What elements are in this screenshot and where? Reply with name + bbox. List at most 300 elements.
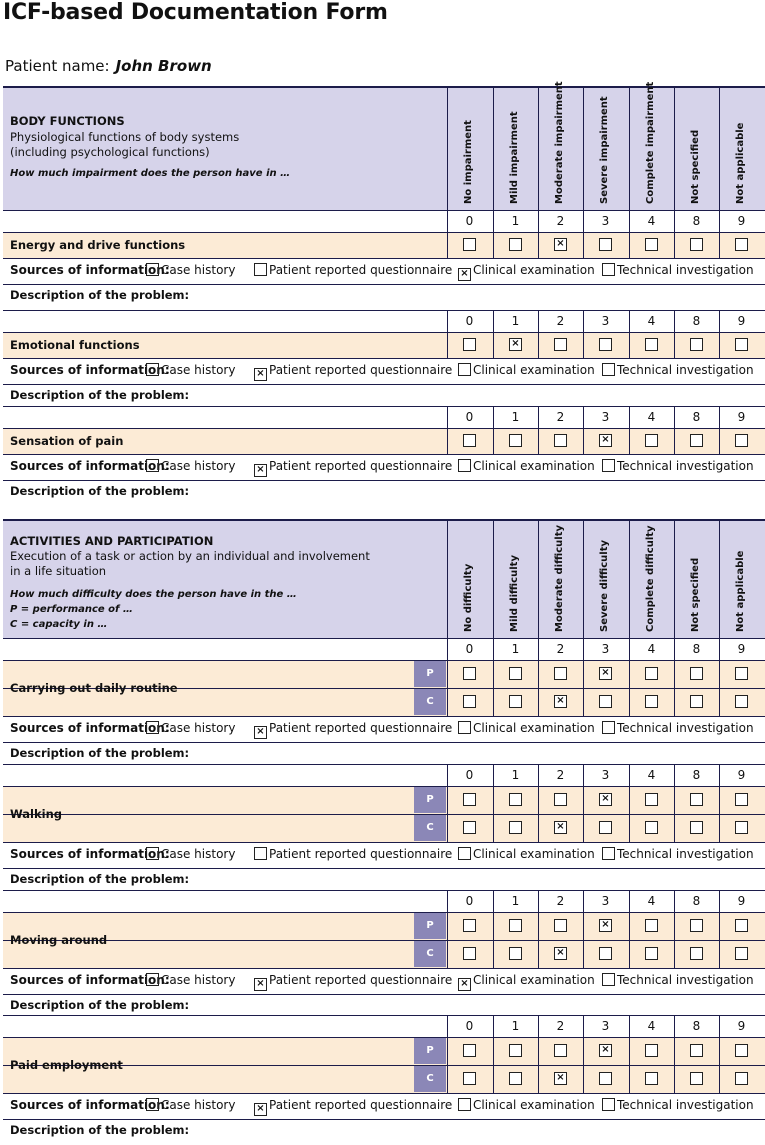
source-checkbox[interactable]: × [458, 978, 471, 991]
column-divider [493, 232, 494, 258]
performance-checkbox[interactable] [645, 1044, 658, 1057]
source-option[interactable] [458, 1098, 595, 1112]
source-option[interactable] [146, 847, 235, 861]
performance-checkbox[interactable] [690, 919, 703, 932]
source-checkbox[interactable] [254, 263, 267, 276]
column-divider [629, 310, 630, 332]
scale-number: 3 [601, 768, 610, 782]
scale-label: No difficulty [463, 563, 474, 632]
scale-number: 4 [647, 214, 656, 228]
source-option[interactable] [602, 263, 754, 277]
column-divider [447, 912, 448, 968]
column-divider [719, 428, 720, 454]
column-divider [674, 310, 675, 332]
performance-checkbox[interactable]: × [599, 919, 612, 932]
performance-checkbox[interactable] [554, 919, 567, 932]
column-divider [493, 660, 494, 716]
capacity-checkbox[interactable]: × [554, 695, 567, 708]
source-option[interactable] [458, 973, 595, 991]
source-checkbox[interactable] [146, 263, 159, 276]
column-divider [719, 310, 720, 332]
performance-checkbox[interactable] [735, 1044, 748, 1057]
source-option-label: Case history [161, 1098, 236, 1112]
source-option-label: Technical investigation [617, 973, 754, 987]
row-split-line [3, 814, 765, 815]
column-divider [674, 232, 675, 258]
source-option-label: Case history [161, 459, 236, 473]
column-divider [719, 638, 720, 660]
description-of-problem: Description of the problem: [10, 1123, 190, 1137]
capacity-checkbox[interactable]: × [554, 821, 567, 834]
source-checkbox[interactable] [146, 459, 159, 472]
column-divider [674, 912, 675, 968]
source-option[interactable] [254, 847, 452, 861]
capacity-checkbox[interactable] [509, 695, 522, 708]
source-option-label: Technical investigation [617, 1098, 754, 1112]
rating-checkbox[interactable] [463, 338, 476, 351]
source-checkbox[interactable]: × [254, 978, 267, 991]
source-checkbox[interactable] [458, 847, 471, 860]
rule-line [3, 232, 765, 233]
rule-line [3, 1037, 765, 1038]
capacity-checkbox[interactable] [509, 947, 522, 960]
capacity-checkbox[interactable] [599, 695, 612, 708]
source-option[interactable] [458, 721, 595, 735]
scale-number: 2 [556, 410, 565, 424]
scale-number: 9 [737, 214, 746, 228]
rating-checkbox[interactable] [690, 434, 703, 447]
rating-checkbox[interactable] [463, 238, 476, 251]
column-divider [674, 519, 675, 638]
performance-checkbox[interactable] [645, 793, 658, 806]
capacity-checkbox[interactable]: × [554, 1072, 567, 1085]
performance-checkbox[interactable] [735, 793, 748, 806]
sources-of-information [10, 459, 765, 477]
source-option-label: Technical investigation [617, 847, 754, 861]
rating-checkbox[interactable] [599, 338, 612, 351]
scale-number: 0 [465, 314, 474, 328]
column-divider [447, 428, 448, 454]
source-option[interactable] [602, 1098, 754, 1112]
performance-checkbox[interactable] [645, 667, 658, 680]
column-divider [493, 890, 494, 912]
capacity-checkbox[interactable] [463, 947, 476, 960]
rule-line [3, 968, 765, 969]
capacity-checkbox[interactable] [599, 821, 612, 834]
sources-of-information [10, 263, 765, 281]
column-divider [674, 210, 675, 232]
rating-checkbox[interactable] [690, 338, 703, 351]
source-option[interactable] [146, 973, 235, 987]
source-checkbox[interactable] [146, 363, 159, 376]
source-checkbox[interactable]: × [458, 268, 471, 281]
source-option[interactable] [458, 263, 595, 281]
scale-number: 3 [601, 410, 610, 424]
performance-tag: P [414, 661, 446, 687]
performance-tag: P [414, 913, 446, 939]
capacity-checkbox[interactable] [509, 821, 522, 834]
source-checkbox[interactable] [254, 847, 267, 860]
description-of-problem: Description of the problem: [10, 288, 190, 302]
source-option[interactable] [254, 363, 452, 381]
scale-label: Severe difficulty [599, 540, 610, 632]
column-divider [719, 519, 720, 638]
capacity-checkbox[interactable] [463, 821, 476, 834]
column-divider [447, 1015, 448, 1037]
column-divider [538, 912, 539, 968]
performance-checkbox[interactable] [554, 1044, 567, 1057]
scale-number: 9 [737, 768, 746, 782]
section-description: in a life situation [10, 564, 107, 578]
source-option[interactable] [602, 459, 754, 473]
column-divider [447, 310, 448, 332]
column-divider [629, 1015, 630, 1037]
performance-checkbox[interactable]: × [599, 1044, 612, 1057]
source-option[interactable] [458, 459, 595, 473]
rating-checkbox[interactable] [645, 238, 658, 251]
source-option-label: Case history [161, 973, 236, 987]
source-checkbox[interactable] [458, 1098, 471, 1111]
source-option-label: Technical investigation [617, 459, 754, 473]
column-divider [538, 310, 539, 332]
source-checkbox[interactable]: × [254, 1103, 267, 1116]
source-option[interactable] [146, 363, 235, 377]
column-divider [538, 428, 539, 454]
capacity-tag: C [414, 941, 446, 967]
column-divider [538, 890, 539, 912]
rule-line [3, 406, 765, 407]
performance-checkbox[interactable] [463, 919, 476, 932]
source-option[interactable] [602, 721, 754, 735]
rule-line [3, 716, 765, 717]
column-divider [583, 86, 584, 210]
column-divider [719, 660, 720, 716]
scale-label: Moderate impairment [554, 81, 565, 204]
rule-line [3, 480, 765, 481]
source-checkbox[interactable] [602, 459, 615, 472]
column-divider [629, 406, 630, 428]
source-checkbox[interactable] [602, 263, 615, 276]
capacity-checkbox[interactable] [645, 947, 658, 960]
performance-checkbox[interactable] [463, 793, 476, 806]
column-divider [538, 786, 539, 842]
source-checkbox[interactable] [602, 363, 615, 376]
rule-line [3, 1119, 765, 1120]
capacity-checkbox[interactable] [735, 695, 748, 708]
source-checkbox[interactable] [146, 847, 159, 860]
source-checkbox[interactable] [602, 847, 615, 860]
source-option[interactable] [602, 973, 754, 987]
column-divider [493, 428, 494, 454]
capacity-checkbox[interactable] [690, 1072, 703, 1085]
column-divider [493, 912, 494, 968]
column-divider [674, 786, 675, 842]
source-option-label: Patient reported questionnaire [269, 847, 453, 861]
source-option-label: Clinical examination [473, 263, 595, 277]
performance-checkbox[interactable]: × [599, 793, 612, 806]
capacity-checkbox[interactable] [690, 947, 703, 960]
rating-checkbox[interactable] [735, 434, 748, 447]
scale-number: 1 [511, 410, 520, 424]
source-option[interactable] [146, 459, 235, 473]
column-divider [493, 1037, 494, 1093]
source-checkbox[interactable] [458, 363, 471, 376]
source-checkbox[interactable]: × [254, 726, 267, 739]
capacity-checkbox[interactable] [645, 821, 658, 834]
scale-number: 1 [511, 1019, 520, 1033]
activities-section [3, 519, 765, 1145]
source-option-label: Case history [161, 363, 236, 377]
item-label: Carrying out daily routine [10, 681, 178, 695]
source-option-label: Clinical examination [473, 721, 595, 735]
rule-line [3, 384, 765, 385]
column-divider [719, 86, 720, 210]
column-divider [493, 786, 494, 842]
column-divider [674, 764, 675, 786]
source-option[interactable] [602, 363, 754, 377]
performance-tag: P [414, 787, 446, 813]
capacity-checkbox[interactable] [509, 1072, 522, 1085]
rating-checkbox[interactable] [554, 338, 567, 351]
source-checkbox[interactable]: × [254, 464, 267, 477]
rule-line [3, 868, 765, 869]
performance-checkbox[interactable] [645, 919, 658, 932]
rule-line [3, 842, 765, 843]
sources-of-information [10, 973, 765, 991]
column-divider [719, 1037, 720, 1093]
source-option-label: Patient reported questionnaire [269, 363, 453, 377]
section-question: How much difficulty does the person have in the … [10, 589, 297, 600]
source-checkbox[interactable] [146, 973, 159, 986]
column-divider [719, 912, 720, 968]
column-divider [583, 890, 584, 912]
source-checkbox[interactable] [146, 1098, 159, 1111]
column-divider [629, 890, 630, 912]
sources-label: Sources of information: [10, 1098, 170, 1112]
performance-checkbox[interactable] [690, 793, 703, 806]
column-divider [538, 660, 539, 716]
performance-checkbox[interactable] [554, 667, 567, 680]
column-divider [538, 86, 539, 210]
scale-number: 8 [692, 642, 701, 656]
capacity-checkbox[interactable] [645, 1072, 658, 1085]
column-divider [447, 232, 448, 258]
column-divider [719, 332, 720, 358]
column-divider [674, 86, 675, 210]
performance-checkbox[interactable] [509, 667, 522, 680]
capacity-checkbox[interactable] [735, 821, 748, 834]
scale-number: 4 [647, 1019, 656, 1033]
scale-number: 4 [647, 642, 656, 656]
rating-checkbox[interactable] [690, 238, 703, 251]
scale-number: 1 [511, 642, 520, 656]
scale-number: 9 [737, 642, 746, 656]
source-checkbox[interactable] [146, 721, 159, 734]
scale-number: 3 [601, 894, 610, 908]
column-divider [493, 86, 494, 210]
capacity-checkbox[interactable] [690, 821, 703, 834]
performance-checkbox[interactable] [463, 667, 476, 680]
item-label: Moving around [10, 933, 108, 947]
source-option-label: Case history [161, 263, 236, 277]
rating-checkbox[interactable] [554, 434, 567, 447]
description-of-problem: Description of the problem: [10, 484, 190, 498]
source-checkbox[interactable] [602, 721, 615, 734]
column-divider [583, 332, 584, 358]
rule-line [3, 912, 765, 913]
source-option-label: Patient reported questionnaire [269, 459, 453, 473]
rating-checkbox[interactable]: × [509, 338, 522, 351]
column-divider [447, 660, 448, 716]
scale-number: 8 [692, 1019, 701, 1033]
performance-checkbox[interactable] [509, 793, 522, 806]
performance-checkbox[interactable]: × [599, 667, 612, 680]
column-divider [629, 86, 630, 210]
source-option[interactable] [254, 263, 452, 277]
patient-line [5, 57, 212, 75]
performance-checkbox[interactable] [509, 919, 522, 932]
source-option[interactable] [254, 973, 452, 991]
source-option[interactable] [146, 263, 235, 277]
performance-checkbox[interactable] [690, 1044, 703, 1057]
description-of-problem: Description of the problem: [10, 746, 190, 760]
rating-checkbox[interactable] [735, 338, 748, 351]
source-option-label: Clinical examination [473, 459, 595, 473]
column-divider [629, 519, 630, 638]
performance-definition: P = performance of … [10, 604, 133, 615]
rule-line [3, 742, 765, 743]
scale-number: 8 [692, 410, 701, 424]
scale-number: 0 [465, 214, 474, 228]
scale-number: 1 [511, 314, 520, 328]
column-divider [583, 519, 584, 638]
scale-number: 3 [601, 642, 610, 656]
capacity-checkbox[interactable] [599, 1072, 612, 1085]
rating-checkbox[interactable]: × [554, 238, 567, 251]
scale-label: Mild impairment [509, 111, 520, 204]
capacity-definition: C = capacity in … [10, 619, 108, 630]
item-label: Walking [10, 807, 62, 821]
column-divider [583, 660, 584, 716]
source-checkbox[interactable] [458, 459, 471, 472]
scale-number: 1 [511, 768, 520, 782]
performance-checkbox[interactable] [509, 1044, 522, 1057]
column-divider [447, 764, 448, 786]
capacity-checkbox[interactable] [690, 695, 703, 708]
source-option-label: Clinical examination [473, 847, 595, 861]
rule-line [3, 454, 765, 455]
rating-checkbox[interactable] [463, 434, 476, 447]
rating-checkbox[interactable] [509, 434, 522, 447]
source-option[interactable] [602, 847, 754, 861]
column-divider [493, 764, 494, 786]
section-top-rule [3, 519, 765, 521]
column-divider [583, 764, 584, 786]
source-option[interactable] [146, 721, 235, 735]
capacity-checkbox[interactable] [463, 695, 476, 708]
capacity-checkbox[interactable]: × [554, 947, 567, 960]
column-divider [583, 406, 584, 428]
rating-checkbox[interactable] [735, 238, 748, 251]
source-checkbox[interactable]: × [254, 368, 267, 381]
column-divider [674, 1037, 675, 1093]
column-divider [719, 1015, 720, 1037]
section-description: Execution of a task or action by an individual and involvement [10, 549, 370, 563]
scale-number: 8 [692, 214, 701, 228]
source-option[interactable] [458, 847, 595, 861]
column-divider [583, 1037, 584, 1093]
column-divider [629, 660, 630, 716]
source-option[interactable] [254, 459, 452, 477]
rule-line [3, 1093, 765, 1094]
column-divider [674, 638, 675, 660]
performance-checkbox[interactable] [735, 919, 748, 932]
scale-number: 2 [556, 1019, 565, 1033]
source-checkbox[interactable] [458, 721, 471, 734]
rating-checkbox[interactable]: × [599, 434, 612, 447]
source-option-label: Clinical examination [473, 1098, 595, 1112]
sources-label: Sources of information: [10, 263, 170, 277]
column-divider [538, 332, 539, 358]
column-divider [674, 332, 675, 358]
capacity-checkbox[interactable] [463, 1072, 476, 1085]
column-divider [538, 519, 539, 638]
capacity-checkbox[interactable] [599, 947, 612, 960]
column-divider [583, 638, 584, 660]
capacity-checkbox[interactable] [645, 695, 658, 708]
rating-checkbox[interactable] [645, 338, 658, 351]
scale-label: Moderate difficulty [554, 525, 565, 632]
sources-label: Sources of information: [10, 973, 170, 987]
source-checkbox[interactable] [602, 973, 615, 986]
scale-label: Not specified [690, 129, 701, 204]
rating-checkbox[interactable] [599, 238, 612, 251]
source-option[interactable] [254, 1098, 452, 1116]
capacity-checkbox[interactable] [735, 947, 748, 960]
row-split-line [3, 940, 765, 941]
scale-number: 3 [601, 1019, 610, 1033]
rule-line [3, 994, 765, 995]
rating-checkbox[interactable] [509, 238, 522, 251]
rating-checkbox[interactable] [645, 434, 658, 447]
source-option[interactable] [146, 1098, 235, 1112]
column-divider [674, 406, 675, 428]
capacity-tag: C [414, 1066, 446, 1092]
performance-checkbox[interactable] [463, 1044, 476, 1057]
source-option-label: Patient reported questionnaire [269, 1098, 453, 1112]
source-checkbox[interactable] [602, 1098, 615, 1111]
performance-checkbox[interactable] [690, 667, 703, 680]
rule-line [3, 258, 765, 259]
scale-label: No impairment [463, 120, 474, 204]
scale-number: 4 [647, 894, 656, 908]
performance-checkbox[interactable] [735, 667, 748, 680]
scale-number: 0 [465, 768, 474, 782]
column-divider [629, 1037, 630, 1093]
scale-number: 0 [465, 410, 474, 424]
rule-line [3, 332, 765, 333]
performance-checkbox[interactable] [554, 793, 567, 806]
source-option[interactable] [254, 721, 452, 739]
column-divider [629, 428, 630, 454]
source-option[interactable] [458, 363, 595, 377]
capacity-checkbox[interactable] [735, 1072, 748, 1085]
column-divider [447, 638, 448, 660]
column-divider [447, 890, 448, 912]
scale-number: 4 [647, 410, 656, 424]
column-divider [583, 232, 584, 258]
rule-line [3, 786, 765, 787]
